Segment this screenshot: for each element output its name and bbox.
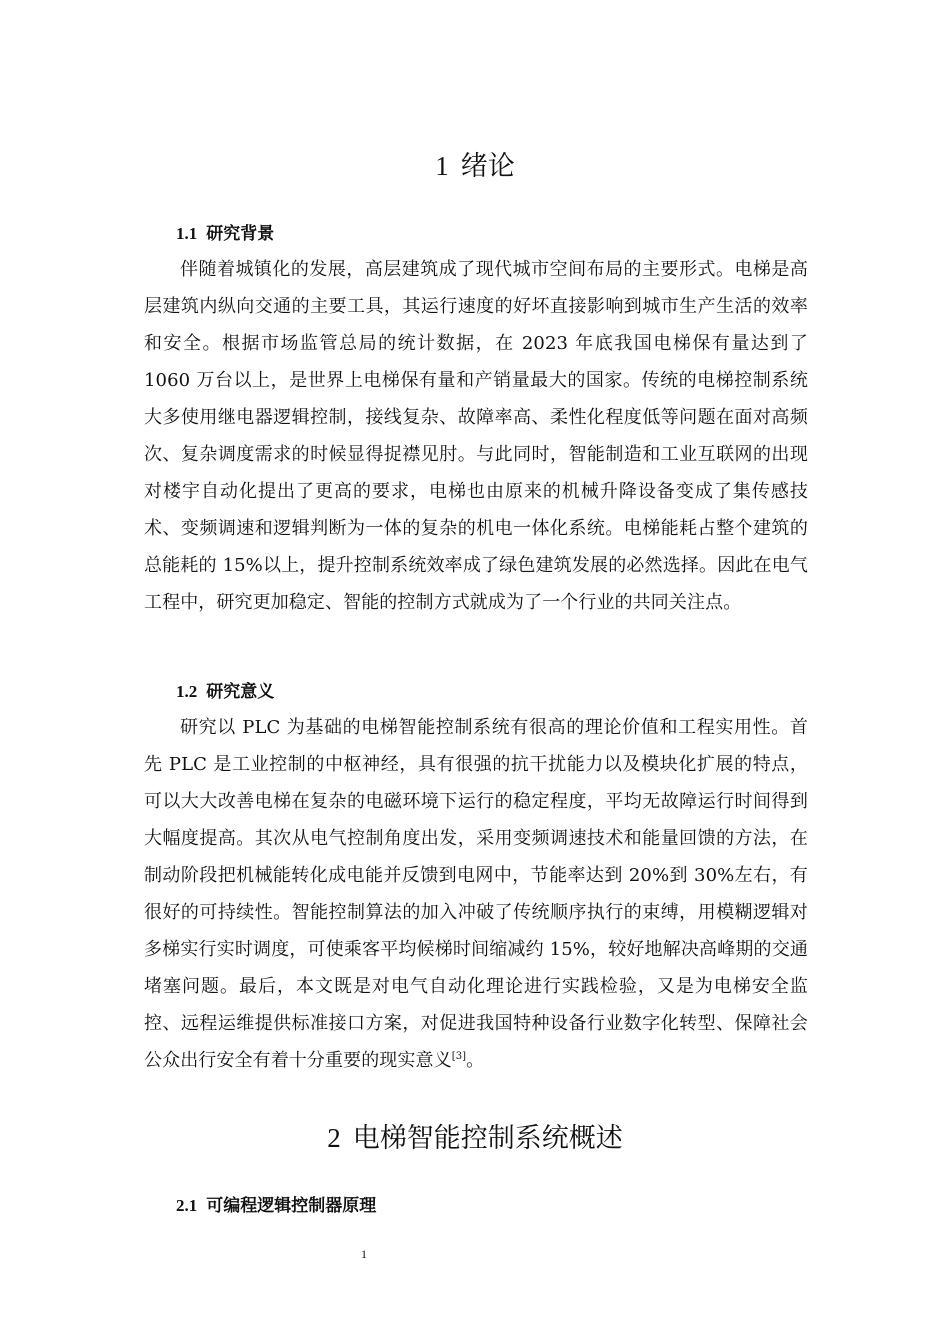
section-heading xyxy=(176,1193,376,1219)
section-title-text: 研究意义 xyxy=(206,682,275,702)
chapter-number: 2 xyxy=(327,1123,341,1153)
chapter-title-text: 绪论 xyxy=(460,151,515,182)
section-title-text: 研究背景 xyxy=(206,224,275,244)
section-number: 1.2 xyxy=(176,682,198,701)
paragraph-background: 伴随着城镇化的发展，高层建筑成了现代城市空间布局的主要形式。电梯是高层建筑内纵向交通的主要工具，其运行速度的好坏直接影响到城市生产生活的效率和安全。根据市场监管总局的统计数据，在 2023 年底我国电梯保有量达到了 1060 万台以上，是世界上电梯保有量和产销量最大的国家。传统的电梯控制系统大多使用继电器逻辑控制，接线复杂、故障率高、柔性化程度低等问题在面对高频次、复杂调度需求的时候显得捉襟见肘。与此同时，智能制造和工业互联网的出现对楼宇自动化提出了更高的要求，电梯也由原来的机械升降设备变成了集传感技术、变频调速和逻辑判断为一体的复杂的机电一体化系统。电梯能耗占整个建筑的总能耗的 15%以上，提升控制系统效率成了绿色建筑发展的必然选择。因此在电气工程中，研究更加稳定、智能的控制方式就成为了一个行业的共同关注点。 xyxy=(144,259,808,613)
chapter-title-text: 电梯智能控制系统概述 xyxy=(352,1123,623,1154)
section-heading xyxy=(176,221,274,247)
chapter-title xyxy=(0,1118,950,1159)
chapter-title xyxy=(0,146,950,187)
paragraph-significance xyxy=(144,709,808,1079)
section-number: 2.1 xyxy=(176,1196,198,1215)
section-heading xyxy=(176,679,274,705)
section-number: 1.1 xyxy=(176,224,198,243)
citation-reference[interactable]: [3] xyxy=(451,1051,467,1062)
chapter-number: 1 xyxy=(435,151,449,181)
paragraph-significance-end: 。 xyxy=(466,1050,485,1071)
page-number: 1 xyxy=(361,1247,367,1261)
paragraph-significance-text: 研究以 PLC 为基础的电梯智能控制系统有很高的理论价值和工程实用性。首先 PLC 是工业控制的中枢神经，具有很强的抗干扰能力以及模块化扩展的特点，可以大大改善电梯在复杂的电磁环境下运行的稳定程度，平均无故障运行时间得到大幅度提高。其次从电气控制角度出发，采用变频调速技术和能量回馈的方法，在制动阶段把机械能转化成电能并反馈到电网中，节能率达到 20%到 30%左右，有很好的可持续性。智能控制算法的加入冲破了传统顺序执行的束缚，用模糊逻辑对多梯实行实时调度，可使乘客平均候梯时间缩减约 15%，较好地解决高峰期的交通堵塞问题。最后，本文既是对电气自动化理论进行实践检验，又是为电梯安全监控、远程运维提供标准接口方案，对促进我国特种设备行业数字化转型、保障社会公众出行安全有着十分重要的现实意义 xyxy=(144,717,808,1071)
section-title-text: 可编程逻辑控制器原理 xyxy=(206,1196,377,1216)
